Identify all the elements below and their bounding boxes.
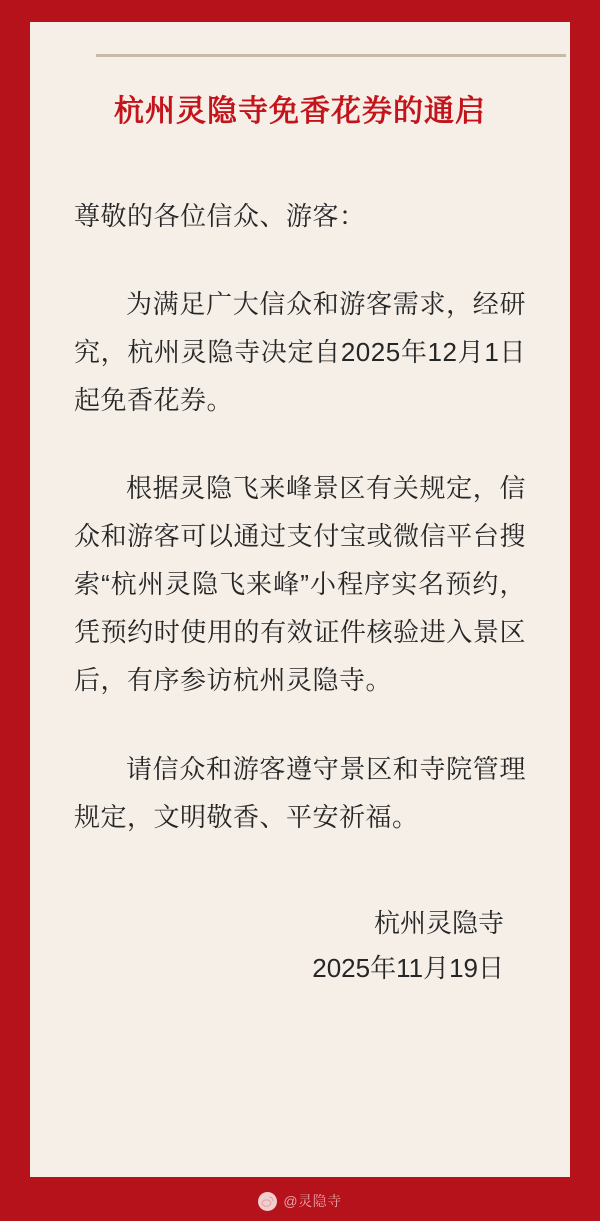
salutation-text: 尊敬的各位信众、游客： [74, 201, 366, 231]
signature-date: 2025年11月19日 [312, 953, 504, 984]
paragraph-1: 为满足广大信众和游客需求，经研究，杭州灵隐寺决定自2025年12月1日起免香花券。 [74, 288, 526, 415]
paragraph-2: 根据灵隐飞来峰景区有关规定，信众和游客可以通过支付宝或微信平台搜索“杭州灵隐飞来峰”小程序实名预约，凭预约时使用的有效证件核验进入景区后，有序参访杭州灵隐寺。 [74, 473, 526, 696]
watermark-text: @灵隐寺 [283, 1193, 342, 1209]
announcement-card [30, 22, 570, 1177]
signature-org: 杭州灵隐寺 [373, 907, 504, 938]
weibo-icon [258, 1192, 277, 1211]
paragraph-3: 请信众和游客遵守景区和寺院管理规定，文明敬香、平安祈福。 [74, 753, 526, 832]
decorative-divider [96, 54, 566, 57]
page-title: 杭州灵隐寺免香花券的通启 [114, 95, 486, 128]
watermark [0, 1191, 600, 1211]
